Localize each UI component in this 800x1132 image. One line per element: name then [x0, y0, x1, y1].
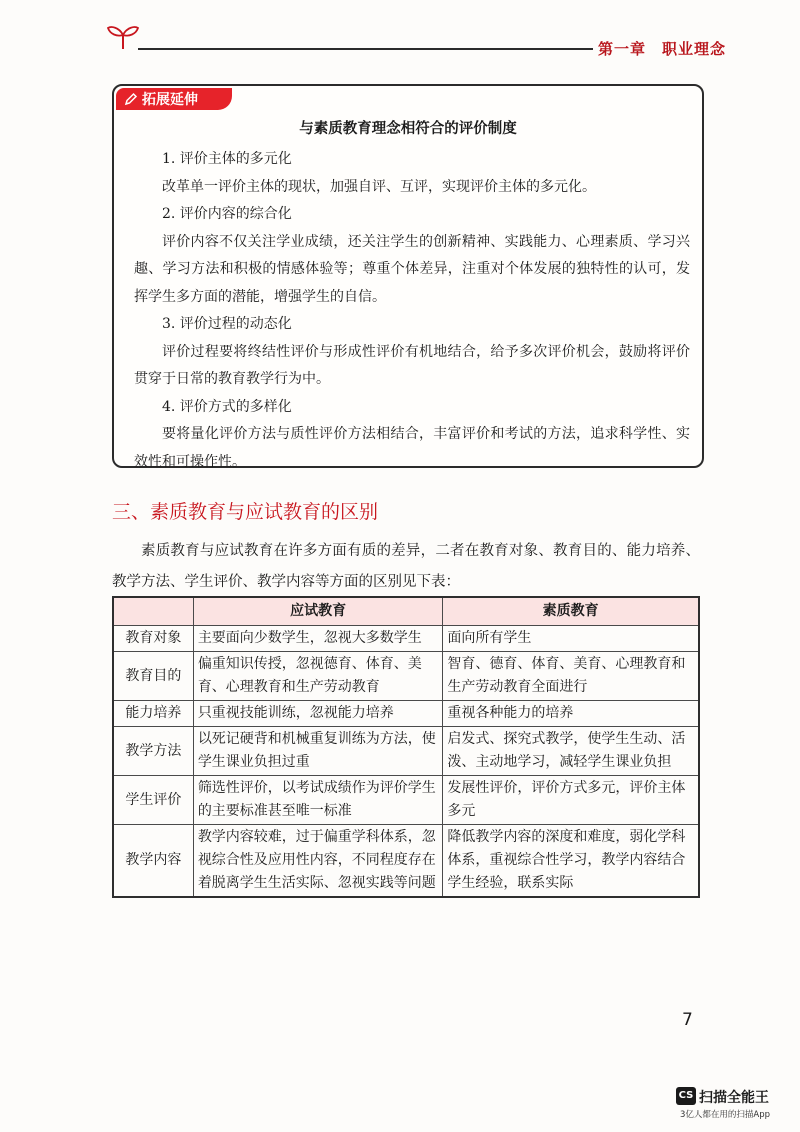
exam-cell: 主要面向少数学生，忽视大多数学生: [193, 626, 443, 652]
extension-paragraph: 评价过程要将终结性评价与形成性评价有机地结合，给予多次评价机会，鼓励将评价贯穿于日常的教育教学行为中。: [134, 343, 690, 387]
extension-heading: 2. 评价内容的综合化: [162, 206, 292, 222]
scanner-tagline: 3亿人都在用的扫描App: [680, 1110, 771, 1120]
row-label: 教育目的: [113, 652, 193, 701]
chapter-title: 第一章 职业理念: [598, 40, 727, 58]
row-label: 教学内容: [113, 825, 193, 898]
row-label: 教学方法: [113, 727, 193, 776]
table-header-quality: 素质教育: [443, 597, 699, 626]
table-row: [113, 626, 699, 652]
page-number: 7: [682, 1010, 693, 1030]
row-label: 教育对象: [113, 626, 193, 652]
table-header-exam: 应试教育: [193, 597, 443, 626]
extension-content: [134, 146, 690, 476]
page-header: [0, 0, 800, 70]
table-row: [113, 776, 699, 825]
extension-box: [112, 84, 704, 468]
exam-cell: 只重视技能训练，忽视能力培养: [193, 701, 443, 727]
table-header-row: [113, 597, 699, 626]
scanner-logo-icon: CS: [676, 1087, 696, 1105]
table-row: [113, 652, 699, 701]
quality-cell: 智育、德育、体育、美育、心理教育和生产劳动教育全面进行: [443, 652, 699, 701]
comparison-table: [112, 596, 700, 898]
table-row: [113, 701, 699, 727]
section-intro: [112, 536, 700, 598]
extension-paragraph: 评价内容不仅关注学业成绩，还关注学生的创新精神、实践能力、心理素质、学习兴趣、学习方法和积极的情感体验等；尊重个体差异，注重对个体发展的独特性的认可，发挥学生多方面的潜能，增强学生的自信。: [134, 233, 690, 305]
table-row: [113, 727, 699, 776]
exam-cell: 筛选性评价，以考试成绩作为评价学生的主要标准甚至唯一标准: [193, 776, 443, 825]
quality-cell: 降低教学内容的深度和难度，弱化学科体系，重视综合性学习，教学内容结合学生经验，联系实际: [443, 825, 699, 898]
sprout-icon: [106, 22, 140, 50]
scanner-name: 扫描全能王: [699, 1090, 769, 1106]
extension-paragraph: 改革单一评价主体的现状，加强自评、互评，实现评价主体的多元化。: [162, 178, 596, 195]
exam-cell: 以死记硬背和机械重复训练为方法，使学生课业负担过重: [193, 727, 443, 776]
exam-cell: 偏重知识传授，忽视德育、体育、美育、心理教育和生产劳动教育: [193, 652, 443, 701]
extension-title: 与素质教育理念相符合的评价制度: [299, 121, 517, 137]
section-title: 三、素质教育与应试教育的区别: [112, 501, 379, 523]
extension-heading: 1. 评价主体的多元化: [162, 151, 292, 167]
extension-tab: [116, 88, 232, 110]
extension-heading: 3. 评价过程的动态化: [162, 316, 292, 332]
quality-cell: 重视各种能力的培养: [443, 701, 699, 727]
exam-cell: 教学内容较难，过于偏重学科体系，忽视综合性及应用性内容，不同程度存在着脱离学生生活实际、忽视实践等问题: [193, 825, 443, 898]
extension-heading: 4. 评价方式的多样化: [162, 398, 292, 415]
row-label: 能力培养: [113, 701, 193, 727]
intro-paragraph: 素质教育与应试教育在许多方面有质的差异，二者在教育对象、教育目的、能力培养、教学方法、学生评价、教学内容等方面的区别见下表：: [112, 543, 700, 590]
extension-paragraph: 要将量化评价方法与质性评价方法相结合，丰富评价和考试的方法，追求科学性、实效性和可操作性。: [134, 426, 690, 470]
scanner-watermark: [676, 1087, 794, 1127]
quality-cell: 面向所有学生: [443, 626, 699, 652]
header-rule: [138, 48, 593, 50]
extension-tab-label: 拓展延伸: [142, 92, 198, 108]
table-row: [113, 825, 699, 898]
quality-cell: 发展性评价，评价方式多元，评价主体多元: [443, 776, 699, 825]
quality-cell: 启发式、探究式教学，使学生生动、活泼、主动地学习，减轻学生课业负担: [443, 727, 699, 776]
table-header-corner: [113, 597, 193, 626]
pencil-icon: [124, 92, 138, 106]
row-label: 学生评价: [113, 776, 193, 825]
